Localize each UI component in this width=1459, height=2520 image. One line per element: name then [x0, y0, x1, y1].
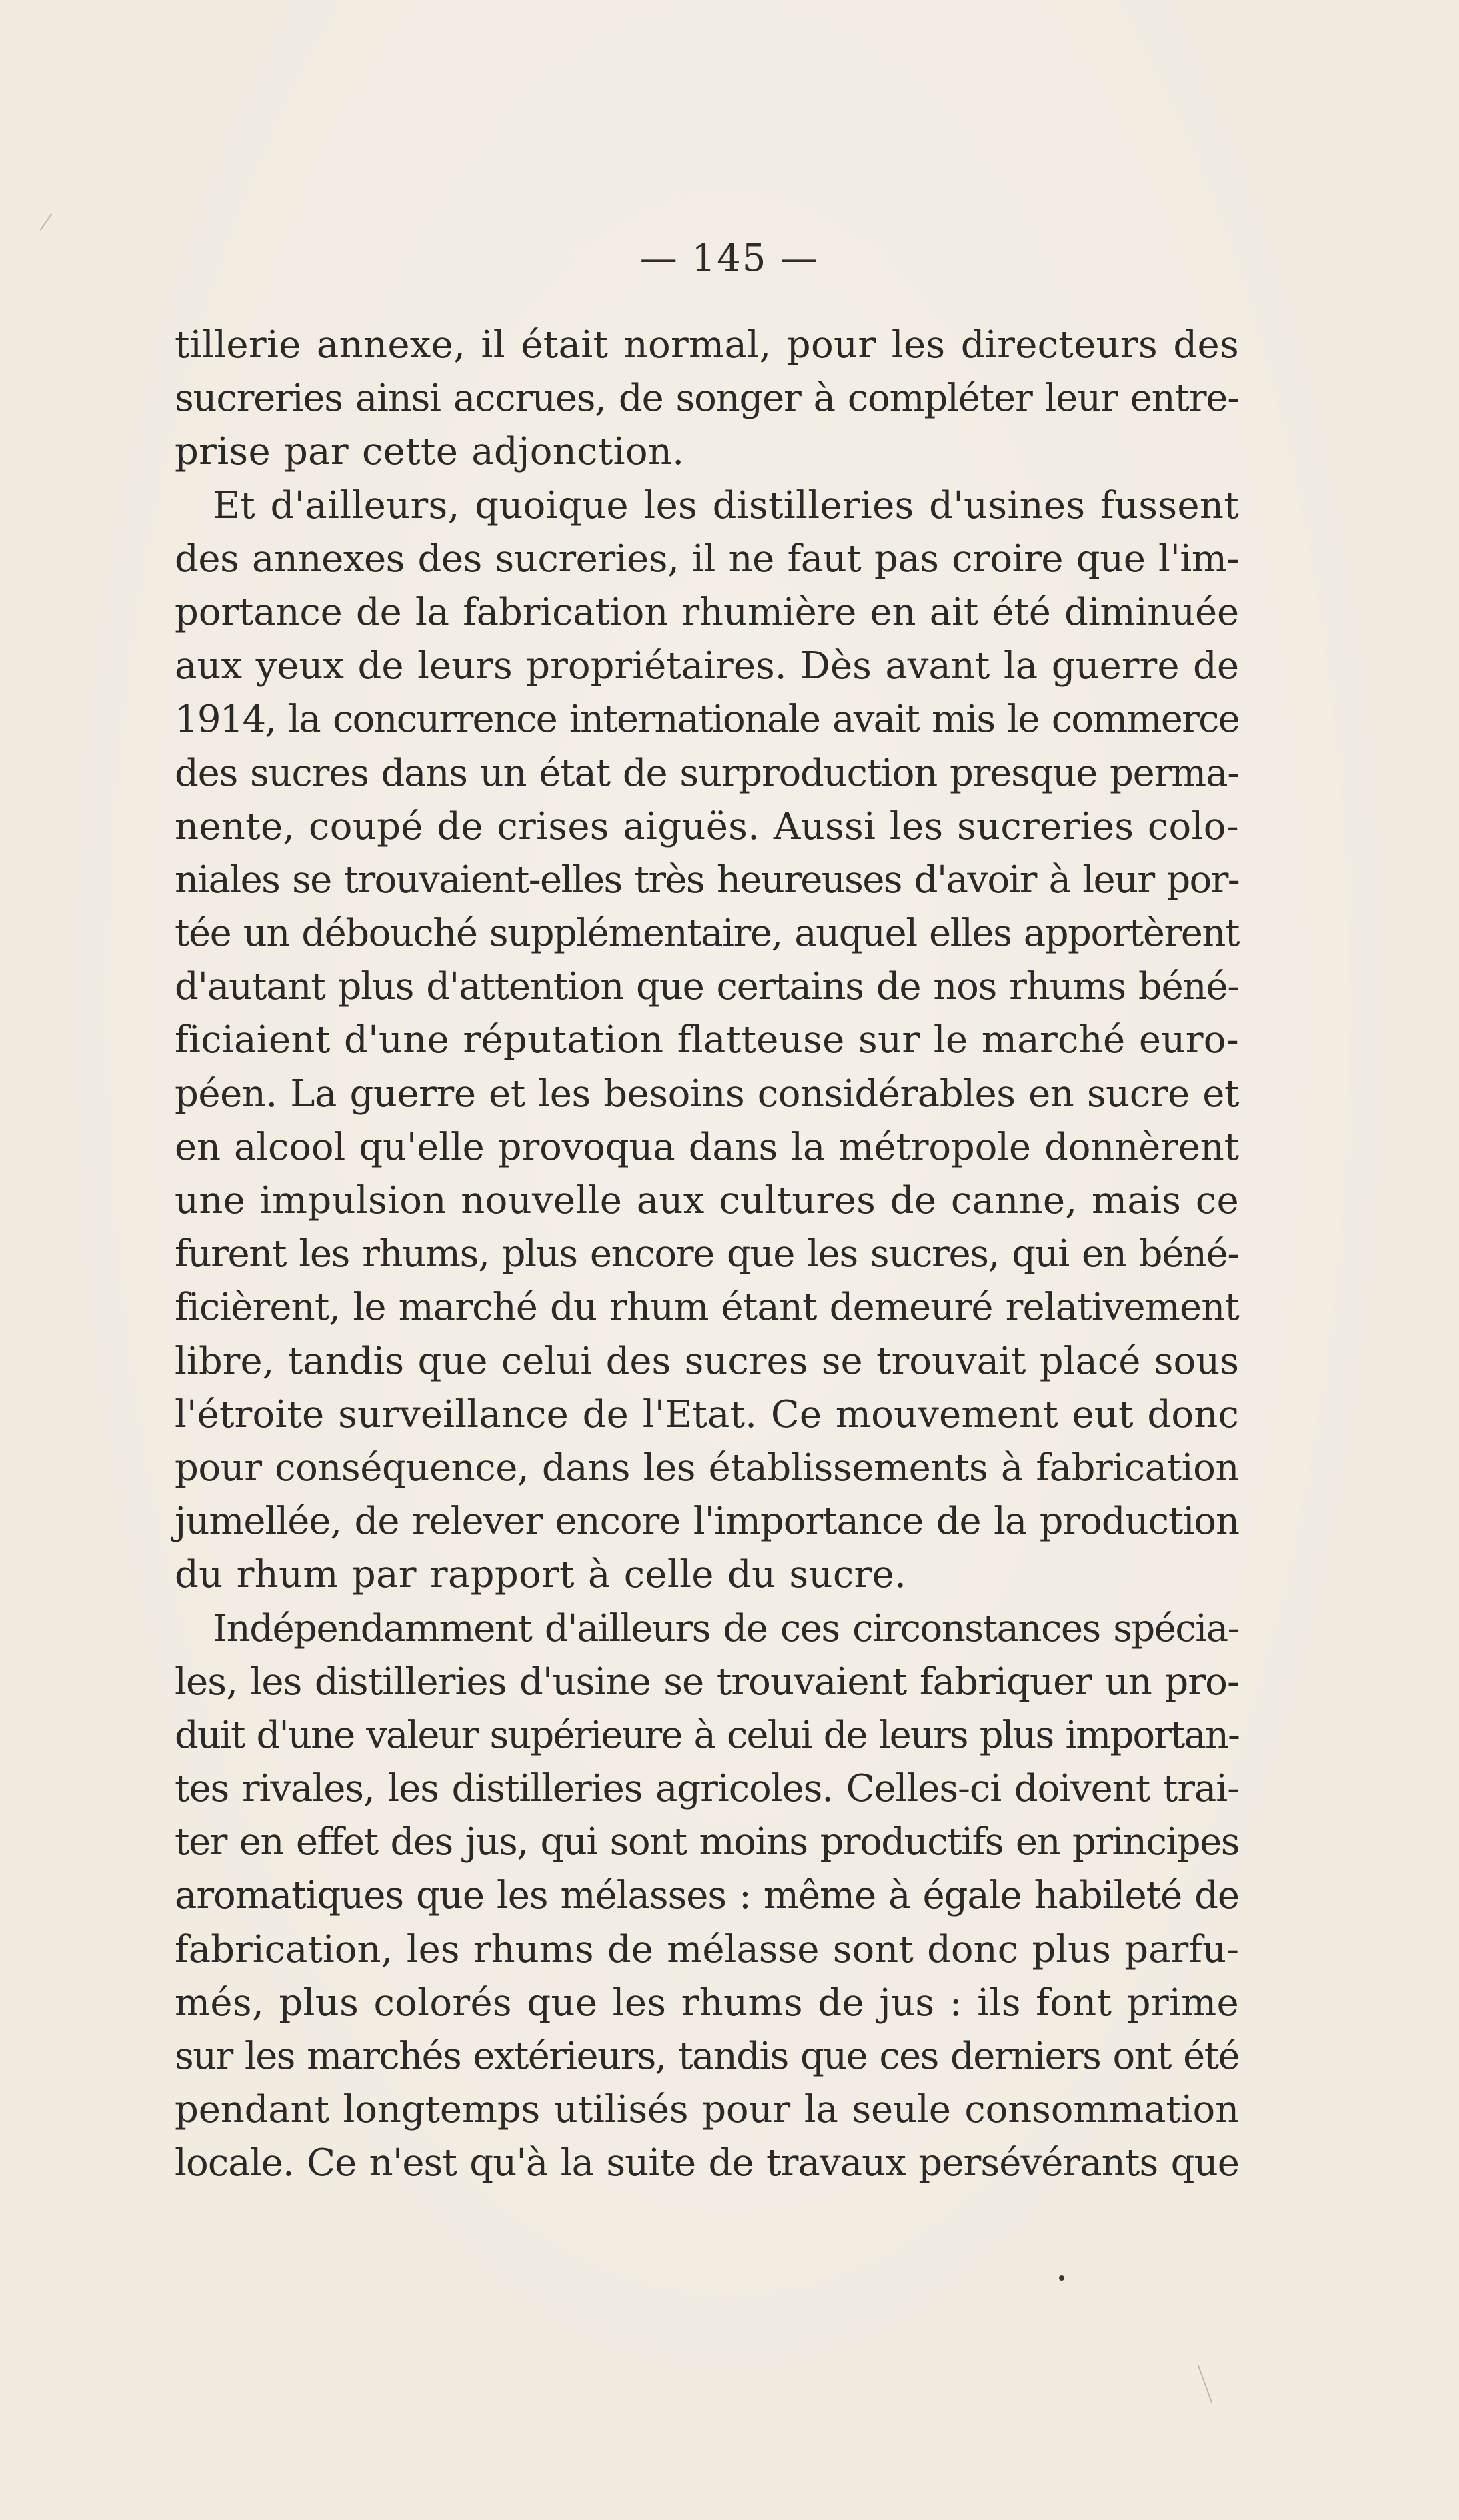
ink-speck: [1059, 2275, 1064, 2281]
text-line: une impulsion nouvelle aux cultures de canne, mais ce: [175, 1179, 1239, 1222]
paper-mark: [40, 213, 53, 231]
text-line: duit d'une valeur supérieure à celui de leurs plus importan-: [175, 1713, 1239, 1757]
text-line: prise par cette adjonction.: [175, 430, 685, 474]
text-line: sucreries ainsi accrues, de songer à compléter leur entre-: [175, 377, 1239, 421]
text-line: Indépendamment d'ailleurs de ces circonstances spécia-: [213, 1606, 1239, 1650]
text-line: portance de la fabrication rhumière en ait été diminuée: [175, 590, 1239, 634]
text-line: ficiaient d'une réputation flatteuse sur le marché euro-: [175, 1018, 1239, 1062]
text-line: tes rivales, les distilleries agricoles. Celles-ci doivent trai-: [175, 1767, 1239, 1811]
text-line: locale. Ce n'est qu'à la suite de travaux persévérants que: [175, 2141, 1239, 2185]
text-line: les, les distilleries d'usine se trouvaient fabriquer un pro-: [175, 1660, 1239, 1704]
text-line: en alcool qu'elle provoqua dans la métropole donnèrent: [175, 1125, 1239, 1169]
text-line: ficièrent, le marché du rhum étant demeuré relativement: [175, 1286, 1239, 1330]
text-line: péen. La guerre et les besoins considérables en sucre et: [175, 1072, 1239, 1116]
text-line: du rhum par rapport à celle du sucre.: [175, 1553, 907, 1597]
text-line: jumellée, de relever encore l'importance de la production: [175, 1500, 1239, 1544]
text-line: fabrication, les rhums de mélasse sont donc plus parfu-: [175, 1927, 1239, 1971]
text-line: sur les marchés extérieurs, tandis que ces derniers ont été: [175, 2035, 1239, 2078]
text-line: furent les rhums, plus encore que les sucres, qui en béné-: [175, 1232, 1239, 1276]
text-line: des sucres dans un état de surproduction presque perma-: [175, 751, 1239, 795]
text-line: aux yeux de leurs propriétaires. Dès avant la guerre de: [175, 644, 1239, 688]
text-line: des annexes des sucreries, il ne faut pas croire que l'im-: [175, 537, 1239, 581]
body-text: [175, 319, 1239, 2191]
text-line: 1914, la concurrence internationale avait mis le commerce: [175, 698, 1239, 742]
text-line: pour conséquence, dans les établissements à fabrication: [175, 1446, 1239, 1490]
text-line: d'autant plus d'attention que certains de nos rhums béné-: [175, 965, 1239, 1009]
page-number: — 145 —: [639, 237, 820, 280]
text-line: l'étroite surveillance de l'Etat. Ce mouvement eut donc: [175, 1392, 1239, 1436]
text-line: libre, tandis que celui des sucres se trouvait placé sous: [175, 1339, 1239, 1383]
text-line: niales se trouvaient-elles très heureuses d'avoir à leur por-: [175, 858, 1239, 902]
text-line: aromatiques que les mélasses : même à égale habileté de: [175, 1874, 1239, 1918]
text-line: pendant longtemps utilisés pour la seule consommation: [175, 2088, 1239, 2132]
text-line: tillerie annexe, il était normal, pour les directeurs des: [175, 323, 1239, 367]
text-line: Et d'ailleurs, quoique les distilleries d'usines fussent: [213, 483, 1239, 527]
text-line: nente, coupé de crises aiguës. Aussi les sucreries colo-: [175, 804, 1239, 848]
text-line: tée un débouché supplémentaire, auquel elles apportèrent: [175, 912, 1239, 956]
text-line: ter en effet des jus, qui sont moins productifs en principes: [175, 1820, 1239, 1864]
paper-mark: [1198, 2365, 1212, 2403]
text-line: més, plus colorés que les rhums de jus : ils font prime: [175, 1981, 1239, 2025]
